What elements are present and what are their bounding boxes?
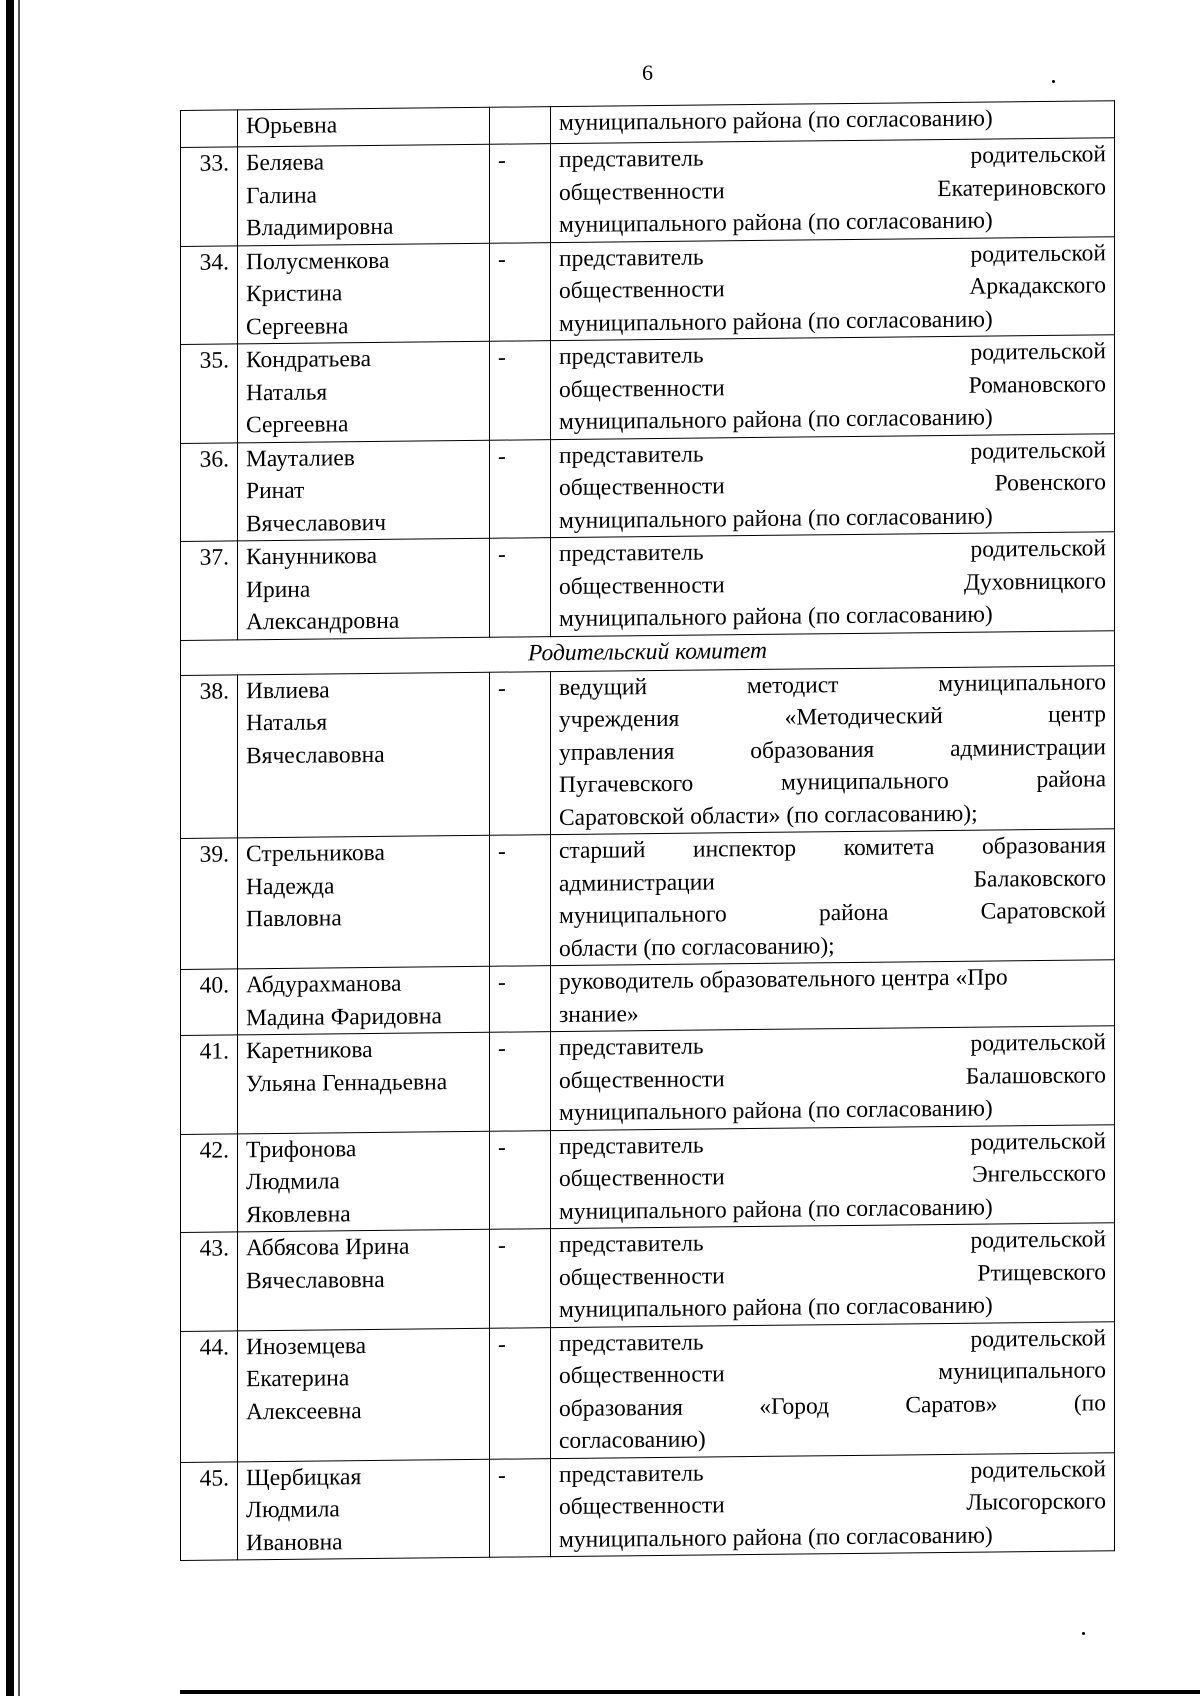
bottom-rule	[180, 1690, 1200, 1694]
role-word: Ртищевского	[977, 1258, 1106, 1287]
dash-cell: -	[490, 439, 551, 538]
role-word: старший	[559, 837, 646, 865]
role-word: управления	[559, 738, 675, 766]
role-word: муниципального района (по согласованию)	[559, 601, 993, 633]
member-name-cell	[238, 341, 490, 442]
member-name-line: Александровна	[246, 607, 400, 636]
role-word: района	[818, 899, 889, 927]
member-name-cell	[238, 243, 490, 344]
role-word: общественности	[559, 1361, 725, 1390]
member-name-cell	[238, 144, 490, 245]
member-role-line	[559, 203, 1106, 241]
member-name-line: Кондратьева	[246, 345, 371, 374]
member-name-line: Иноземцева	[246, 1332, 367, 1360]
row-number: 42.	[181, 1133, 238, 1232]
member-role-cell	[551, 1124, 1115, 1228]
role-word: общественности	[559, 1164, 725, 1193]
role-word: Ровенского	[994, 469, 1106, 497]
member-name-line: Полусменкова	[246, 247, 390, 275]
member-role-line	[559, 993, 1106, 1031]
role-word: родительской	[970, 1029, 1106, 1057]
role-word: муниципального района (по согласованию)	[559, 207, 993, 239]
member-role-line	[559, 731, 1106, 769]
row-number: 43.	[181, 1232, 238, 1331]
member-name-line: Владимировна	[246, 213, 394, 242]
scan-speck	[1082, 1632, 1085, 1635]
role-word: общественности	[559, 571, 725, 600]
role-word: знание»	[559, 1000, 639, 1028]
role-word: Пугачевского	[559, 770, 694, 799]
member-name-cell	[238, 672, 490, 838]
member-name-line: Сергеевна	[246, 312, 349, 340]
role-word: представитель	[559, 342, 704, 371]
role-word: муниципального района (по согласованию)	[559, 404, 993, 436]
member-name-line: Мауталиев	[246, 444, 355, 472]
role-word: общественности	[559, 1065, 725, 1094]
member-name-line: Беляева	[246, 149, 325, 177]
role-word: Аркадакского	[969, 272, 1106, 300]
role-word: руководитель образовательного центра «Про	[559, 964, 1008, 996]
member-name-cell	[238, 1229, 490, 1330]
member-role-line	[559, 1518, 1106, 1556]
table-row	[181, 1124, 1115, 1232]
member-role-line	[559, 302, 1106, 340]
row-number: 37.	[181, 541, 238, 640]
table-row	[181, 1452, 1115, 1560]
role-word: представитель	[559, 1460, 704, 1488]
table-row	[181, 1321, 1115, 1462]
member-role-line	[559, 368, 1106, 406]
member-name-line: Ирина	[246, 576, 311, 603]
role-word: Саратовской области» (по согласованию);	[559, 800, 978, 831]
member-role-cell	[551, 335, 1115, 439]
role-word: Духовницкого	[964, 567, 1106, 596]
table-row	[181, 960, 1115, 1036]
role-word: общественности	[559, 473, 725, 502]
member-name-cell	[238, 1328, 490, 1462]
table-row	[181, 532, 1115, 640]
member-role-line	[559, 1419, 1106, 1457]
member-name-line: Наталья	[246, 378, 328, 406]
member-role-line	[559, 1485, 1106, 1523]
scan-edge-line	[18, 0, 20, 1696]
member-role-line	[559, 894, 1106, 932]
table-row	[181, 335, 1115, 443]
dash-cell: -	[490, 1032, 551, 1131]
member-role-line	[559, 1288, 1106, 1326]
member-role-cell	[551, 829, 1115, 966]
member-name-line: Каретникова	[246, 1036, 373, 1065]
role-word: муниципального района (по согласованию)	[559, 1095, 993, 1127]
member-role-line	[559, 1354, 1106, 1392]
role-word: Саратов»	[905, 1390, 998, 1418]
role-word: центр	[1048, 701, 1106, 728]
member-name-line: Щербицкая	[246, 1463, 362, 1491]
role-word: муниципального района (по согласованию)	[559, 1521, 993, 1553]
role-word: Балашовского	[965, 1061, 1106, 1090]
table-row	[181, 829, 1115, 970]
member-name-line: Людмила	[246, 1168, 340, 1196]
dash-cell: -	[490, 835, 551, 967]
role-word: родительской	[970, 141, 1106, 169]
dash-cell	[490, 107, 551, 145]
role-word: (по	[1073, 1389, 1106, 1417]
role-word: родительской	[970, 1455, 1106, 1484]
role-word: Саратовской	[980, 897, 1106, 925]
member-name-line: Мадина Фаридовна	[246, 1002, 442, 1031]
dash-cell: -	[490, 242, 551, 341]
role-word: «Методический	[784, 703, 943, 731]
row-number: 41.	[181, 1035, 238, 1134]
role-word: комитета	[843, 834, 935, 862]
member-name-line: Стрельникова	[246, 839, 385, 868]
role-word: представитель	[559, 244, 704, 272]
role-word: муниципального района (по согласованию)	[559, 502, 993, 534]
role-word: родительской	[970, 1226, 1106, 1254]
role-word: Лысогорского	[966, 1488, 1106, 1516]
role-word: согласованию)	[559, 1426, 706, 1455]
member-name-line: Екатерина	[246, 1365, 350, 1393]
scan-edge	[6, 0, 14, 1696]
role-word: Балаковского	[973, 864, 1106, 893]
member-name-line: Вячеславович	[246, 509, 387, 537]
role-word: представитель	[559, 145, 704, 174]
dash-cell: -	[490, 1130, 551, 1229]
role-word: родительской	[970, 535, 1106, 563]
role-word: инспектор	[693, 835, 797, 863]
member-name-cell	[238, 966, 490, 1035]
role-word: района	[1036, 766, 1106, 794]
role-word: «Город	[759, 1392, 830, 1420]
member-role-line	[559, 1190, 1106, 1228]
role-word: методист	[746, 671, 839, 699]
role-word: представитель	[559, 441, 704, 469]
member-role-cell	[551, 1223, 1115, 1327]
member-name-cell	[238, 835, 490, 969]
role-word: учреждения	[559, 705, 680, 734]
member-role-line	[559, 171, 1106, 209]
table-row	[181, 1026, 1115, 1134]
member-name-line: Галина	[246, 182, 317, 209]
row-number: 39.	[181, 838, 238, 970]
members-table	[180, 100, 1115, 1561]
role-word: общественности	[559, 1492, 725, 1521]
role-word: родительской	[970, 436, 1106, 465]
role-word: муниципального района (по согласованию)	[559, 1292, 993, 1324]
member-role-line	[559, 1059, 1106, 1097]
member-name-line: Павловна	[246, 905, 342, 933]
role-word: муниципального района (по согласованию)	[559, 305, 993, 337]
row-number-cell	[181, 110, 238, 148]
role-word: образования	[559, 1394, 683, 1422]
role-word: Энгельсского	[972, 1160, 1106, 1188]
member-name-line: Вячеславовна	[246, 1266, 385, 1294]
table-row	[181, 433, 1115, 541]
role-word: общественности	[559, 276, 725, 305]
member-role-line	[559, 927, 1106, 965]
role-word: общественности	[559, 1262, 725, 1291]
scan-speck	[1052, 80, 1055, 83]
role-word: родительской	[970, 239, 1106, 268]
member-name-line: Абдурахманова	[246, 970, 402, 999]
member-role-line	[559, 597, 1106, 635]
dash-cell: -	[490, 966, 551, 1033]
member-role-line	[559, 796, 1106, 834]
row-number: 40.	[181, 969, 238, 1036]
role-word: Романовского	[968, 370, 1106, 399]
member-role-cell	[551, 960, 1115, 1032]
member-name-line: Ринат	[246, 477, 305, 505]
row-number: 38.	[181, 674, 238, 838]
row-number: 33.	[181, 147, 238, 246]
member-role-line	[559, 1091, 1106, 1129]
row-number: 34.	[181, 245, 238, 344]
table-row	[181, 1223, 1115, 1331]
table-row	[181, 138, 1115, 246]
member-name-cell	[238, 440, 490, 541]
member-role-cell	[551, 1452, 1115, 1556]
role-word: общественности	[559, 177, 725, 206]
role-word: представитель	[559, 1329, 704, 1357]
member-role-cell: муниципального района (по согласованию)	[551, 101, 1115, 144]
row-number: 36.	[181, 442, 238, 541]
role-word: представитель	[559, 1132, 704, 1160]
row-number: 44.	[181, 1330, 238, 1462]
role-word: представитель	[559, 1230, 704, 1259]
member-role-cell	[551, 1026, 1115, 1130]
member-name-line: Кристина	[246, 280, 343, 308]
member-name-cell	[238, 1131, 490, 1232]
role-word: муниципального	[938, 1357, 1106, 1386]
member-role-line	[559, 666, 1106, 704]
role-word: муниципального района (по согласованию)	[559, 1193, 993, 1225]
role-word: муниципального	[559, 901, 727, 930]
role-word: администрации	[950, 733, 1106, 762]
member-name-cell	[238, 1459, 490, 1560]
member-name-line: Трифонова	[246, 1135, 357, 1163]
role-word: образования	[982, 832, 1106, 860]
role-word: муниципального	[781, 767, 949, 796]
member-role-line	[559, 1256, 1106, 1294]
table-row	[181, 665, 1115, 838]
row-number: 35.	[181, 344, 238, 443]
member-role-cell	[551, 433, 1115, 537]
role-word: родительской	[970, 1324, 1106, 1353]
role-word: родительской	[970, 1127, 1106, 1156]
role-word: представитель	[559, 539, 704, 568]
role-word: администрации	[559, 868, 715, 897]
dash-cell: -	[490, 1229, 551, 1328]
member-name-line: Вячеславовна	[246, 741, 385, 769]
member-name-line: Ульяна Геннадьевна	[246, 1068, 448, 1097]
dash-cell: -	[490, 341, 551, 440]
role-word: родительской	[970, 338, 1106, 366]
dash-cell: -	[490, 671, 551, 835]
member-role-cell	[551, 665, 1115, 834]
member-name-cell	[238, 1032, 490, 1133]
role-word: представитель	[559, 1033, 704, 1062]
member-name-line: Аббясова Ирина	[246, 1233, 410, 1262]
member-name-line: Алексеевна	[246, 1397, 362, 1425]
member-role-line	[559, 466, 1106, 504]
member-role-cell	[551, 532, 1115, 636]
member-role-cell	[551, 1321, 1115, 1458]
dash-cell: -	[490, 1458, 551, 1557]
member-name-line: Ивановна	[246, 1528, 343, 1556]
member-role-cell	[551, 236, 1115, 340]
member-name-line: Наталья	[246, 709, 328, 737]
member-role-line	[559, 269, 1106, 307]
dash-cell: -	[490, 1327, 551, 1459]
member-role-line	[559, 499, 1106, 537]
member-role-cell	[551, 138, 1115, 242]
member-role-line	[559, 1157, 1106, 1195]
role-word: муниципального	[938, 668, 1106, 697]
dash-cell: -	[490, 144, 551, 243]
role-word: области (по согласованию);	[559, 932, 835, 962]
member-name-line: Яковлевна	[246, 1200, 351, 1228]
role-word: образования	[750, 736, 875, 764]
page-number: 6	[642, 60, 653, 85]
row-number: 45.	[181, 1461, 238, 1560]
table-row	[181, 236, 1115, 344]
role-word: ведущий	[559, 673, 648, 701]
dash-cell: -	[490, 538, 551, 637]
role-word: общественности	[559, 374, 725, 403]
member-name-line: Людмила	[246, 1496, 340, 1524]
member-name-line: Надежда	[246, 872, 335, 900]
role-word: Екатериновского	[937, 173, 1106, 202]
section-title: Родительский комитет	[181, 630, 1115, 675]
member-role-line	[559, 400, 1106, 438]
member-role-line	[559, 565, 1106, 603]
member-name-line: Ивлиева	[246, 676, 330, 704]
member-name-line: Канунникова	[246, 542, 378, 571]
member-name-cell: Юрьевна	[238, 107, 490, 147]
member-name-cell	[238, 538, 490, 639]
member-name-line: Сергеевна	[246, 411, 349, 439]
